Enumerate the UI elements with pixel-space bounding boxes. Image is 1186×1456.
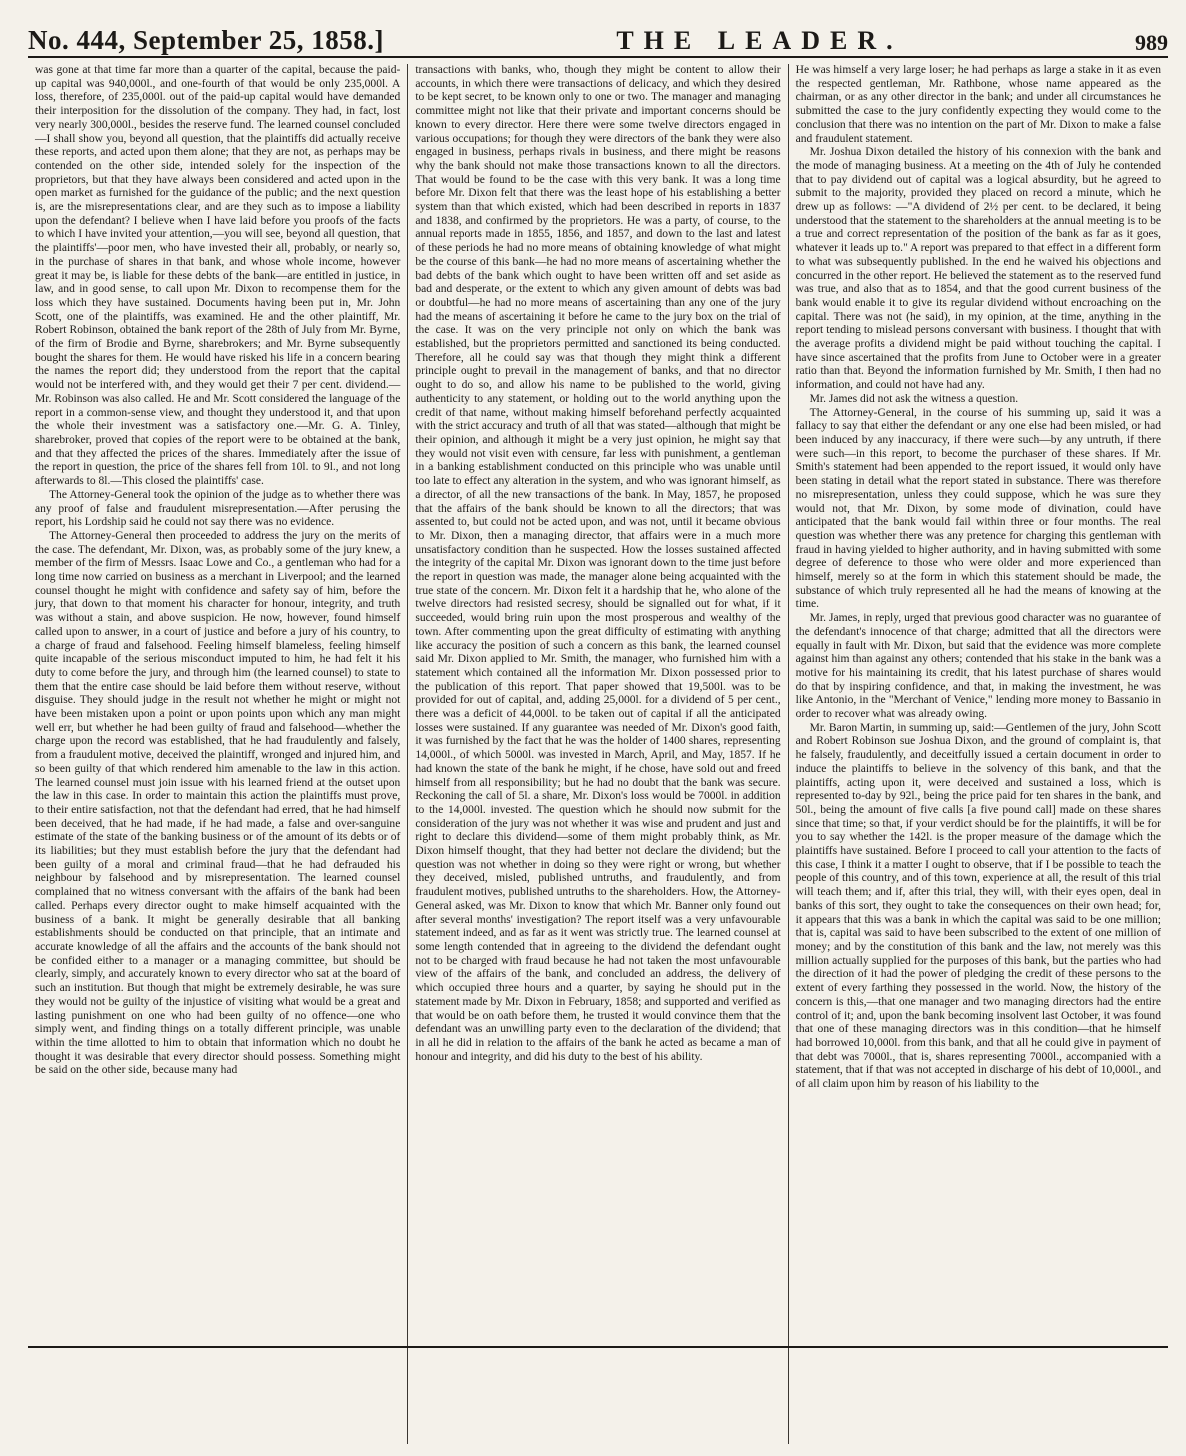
column-2 <box>407 64 787 1444</box>
paragraph: was gone at that time far more than a quarter of the capital, because the paid-up capital was 940,000l., and one-fourth of that would be only 235,000l. A loss, therefore, of 235,000l. out of the paid-up capital would have demanded their interposition for the dissolution of the company. They had, in fact, lost very nearly 300,000l., besides the reserve fund. The learned counsel concluded—I shall show you, beyond all question, that the plaintiffs did actually receive these reports, and acted upon them alone; that they are not, as perhaps may be contended on the other side, intended solely for the inspection of the proprietors, but that they have always been considered and acted upon in the open market as furnished for the guidance of the public; and the next question is, are the misrepresentations clear, and are they such as to impose a liability upon the defendant? I believe when I have laid before you proofs of the facts to which I have invited your attention,—you will see, beyond all question, that the plaintiffs'—poor men, who have invested their all, probably, or nearly so, in the purchase of shares in that bank, and whose whole income, however great it may be, is liable for these debts of the bank—are entitled in justice, in law, and in good sense, to call upon Mr. Dixon to recompense them for the loss which they have sustained. Documents having been put in, Mr. John Scott, one of the plaintiffs, was examined. He and the other plaintiff, Mr. Robert Robinson, obtained the bank report of the 28th of July from Mr. Byrne, of the firm of Brodie and Byrne, sharebrokers; and Mr. Byrne subsequently bought the shares for them. He would have risked his life in a concern bearing the names the report did; they understood from the report that the capital would not be interfered with, and they would get their 7 per cent. dividend.—Mr. Robinson was also called. He and Mr. Scott considered the language of the report in a common-sense view, and thought they understood it, and that upon the whole their investment was a satisfactory one.—Mr. G. A. Tinley, sharebroker, proved that copies of the report were to be obtained at the bank, and that they affected the prices of the shares. Immediately after the issue of the report in question, the price of the shares fell from 10l. to 9l., and not long afterwards to 8l.—This closed the plaintiffs' case. <box>35 64 401 488</box>
paragraph: Mr. James did not ask the witness a question. <box>809 392 1019 405</box>
column-1 <box>28 64 407 1444</box>
text-columns <box>28 64 1168 1444</box>
newspaper-title: THE LEADER. <box>616 26 903 55</box>
paragraph: Mr. Baron Martin, in summing up, said:—Gentlemen of the jury, John Scott and Robert Robinson sue Joshua Dixon, and the ground of complaint is, that he falsely, fraudulently, and deceitfully issued a certain document in order to induce the plaintiffs to believe in the solvency of this bank, and that the plaintiffs, acting upon it, were deceived and sustained a loss, which is represented to-day by 92l., being the price paid for ten shares in the bank, and 50l., being the amount of five calls [a five pound call] made on these shares since that time; so that, if your verdict should be for the plaintiffs, it will be for you to say whether the 142l. is the proper measure of the damage which the plaintiffs have sustained. Before I proceed to call your attention to the facts of this case, I think it a matter I ought to observe, that if I be possible to teach the people of this country, and of this town, experience at all, the result of this trial will teach them; and if, after this trial, they will, with their eyes open, deal in banks of this sort, they ought to take the consequences on their own head; for, it appears that this was a bank in which the capital was said to be one million; that is, capital was said to have been subscribed to the extent of one million of money; and by the constitution of this bank and the law, not merely was this million actually supplied for the purposes of this bank, but the parties who had the direction of it had the power of pledging the credit of these persons to the extent of every farthing they possessed in the world. Now, the history of the concern is this,—that one manager and two managing directors had the entire control of it; and, upon the bank becoming insolvent last October, it was found that one of these managing directors was in this condition—that he himself had borrowed 10,000l. from this bank, and that all he could give in payment of that debt was 7000l., that is, shares representing 7000l., accompanied with a statement, that if that was not accepted in discharge of his debt of 10,000l., and of all claim upon him by reason of his liability to the <box>795 721 1161 1091</box>
paragraph: Mr. Joshua Dixon detailed the history of his connexion with the bank and the mode of managing business. At a meeting on the 4th of July he contended that to pay dividend out of capital was a logical absurdity, but he agreed to submit to the majority, provided they placed on record a minute, which he drew up as follows: —"A dividend of 2½ per cent. to be declared, it being understood that the statement to the shareholders at the annual meeting is to be a true and correct representation of the position of the bank as far as it goes, whatever it leads up to." A report was prepared to that effect in a different form to what was subsequently published. In the end he waived his objections and concurred in the other report. He believed the statement as to the reserved fund was true, and also that as to 1854, and that the good current business of the bank would enable it to give its regular dividend without encroaching on the capital. There was not (he said), in my opinion, at the time, anything in the report tending to mislead persons conversant with business. I thought that with the average profits a dividend might be paid without touching the capital. I have since ascertained that the profits from June to October were in a greater ratio than that. Beyond the information furnished by Mr. Smith, I then had no information, and could not have had any. <box>795 146 1161 392</box>
paragraph: Mr. James, in reply, urged that previous good character was no guarantee of the defendant's innocence of that charge; admitted that all the directors were equally in fault with Mr. Dixon, but said that the evidence was more complete against him than against any others; contended that his stake in the bank was a motive for his maintaining its credit, that his latest purchase of shares would do that by inspiring confidence, and that, in making the investment, he was like Antonio, in the "Merchant of Venice," lending more money to Bassanio in order to recover what was already owing. <box>795 612 1161 721</box>
paragraph: The Attorney-General, in the course of his summing up, said it was a fallacy to say that either the defendant or any one else had been misled, or had been induced by any inaccuracy, if there were such—by any untruth, if there were such—in this report, to become the purchaser of these shares. If Mr. Smith's statement had been appended to the report issued, it would only have been stating in detail what the report stated in substance. There was therefore no misrepresentation, unless they could suppose, which he was sure they would not, that Mr. Dixon, by some mode of divination, could have anticipated that the bank would fail within three or four months. The real question was whether there was any pretence for charging this gentleman with fraud in having yielded to higher authority, and in having submitted with some degree of deference to those who were older and more experienced than himself, merely so at the form in which this statement should be made, the substance of which truly represented all he had the means of knowing at the time. <box>795 406 1161 611</box>
column-3 <box>788 64 1168 1444</box>
masthead <box>28 8 1168 58</box>
paragraph: transactions with banks, who, though they might be content to allow their accounts, in which there were transactions of delicacy, and which they desired to be kept secret, to be known only to one or two. The manager and managing committee might not like that their private and important concerns should be known to every director. Here there were some twelve directors engaged in various occupations; for though they were directors of the bank they were also engaged in business, perhaps rivals in business, and there might be reasons why the bank should not make those transactions known to all the directors. That would be found to be the case with this very bank. It was a long time before Mr. Dixon felt that there was the least hope of his establishing a better system than that which existed, which had been described in reports in 1837 and 1838, and confirmed by the proprietors. He was a party, of course, to the annual reports made in 1855, 1856, and 1857, and down to the last and latest of these periods he had no more means of obtaining knowledge of what might be the course of this bank—he had no more means of ascertaining whether the bad debts of the bank which ought to have been written off and set aside as bad and desperate, or the extent to which any given amount of debts was bad or doubtful—he had no more means of ascertaining than any one of the jury had the means of ascertaining it before he came to the jury box on the trial of the case. It was on the very principle not only on which the bank was established, but the proprietors permitted and sanctioned its being conducted. Therefore, all he could say was that though they might think a different principle ought to prevail in the management of banks, and that no director ought to do so, and allow his name to be published to the world, giving authenticity to any statement, or holding out to the world anything upon the credit of that name, without making himself beforehand perfectly acquainted with the strict accuracy and truth of all that was stated—although that might be their opinion, and although it might be a very just opinion, he might say that they would not visit even with censure, far less with punishment, a gentleman in a banking establishment conducted on this principle who was unable until too late to effect any alteration in the system, and who was ignorant himself, as a director, of all the new transactions of the bank. In May, 1857, he proposed that the affairs of the bank should be known to all the directors; that was assented to, but could not be acted upon, and was not, until it became obvious to Mr. Dixon, then a managing director, that affairs were in a much more unsatisfactory condition than he suspected. How the losses sustained affected the integrity of the capital Mr. Dixon was ignorant down to the time just before the report in question was made, the manager alone being acquainted with the true state of the concern. Mr. Dixon felt it a hardship that he, who alone of the twelve directors had resisted secresy, should be signalled out for what, if it succeeded, would bring ruin upon the most prosperous and wealthy of the town. After commenting upon the great difficulty of estimating with anything like accuracy the position of such a concern as this bank, the learned counsel said Mr. Dixon applied to Mr. Smith, the manager, who furnished him with a statement which contained all the information Mr. Dixon possessed prior to the publication of this report. That paper showed that 19,500l. was to be provided for out of capital, and, adding 25,000l. for a dividend of 5 per cent., there was a deficit of 44,000l. to be taken out of capital if all the anticipated losses were sustained. If any guarantee was needed of Mr. Dixon's good faith, it was furnished by the fact that he was the holder of 1400 shares, representing 14,000l., of which 5000l. was invested in March, April, and May, 1857. If he had known the state of the bank he might, if he chose, have sold out and freed himself from all responsibility; but he had no doubt that the bank was secure. Reckoning the call of 5l. a share, Mr. Dixon's loss would be 7000l. in addition to the 14,000l. invested. The question which he should now submit for the consideration of the jury was not whether it was wise and prudent and just and right to declare this dividend—some of them might probably think, as Mr. Dixon himself thought, that they had better not declare the dividend; but the question was not whether in doing so they were right or wrong, but whether they deceived, misled, published untruths, and fraudulently, and from fraudulent motives, published untruths to the shareholders. How, the Attorney-General asked, was Mr. Dixon to know that which Mr. Banner only found out after several months' investigation? The report itself was a very unfavourable statement indeed, and as far as it went was strictly true. The learned counsel at some length contended that in agreeing to the dividend the defendant ought not to be charged with fraud because he had not taken the most unfavourable view of the affairs of the bank, and concluded an address, the delivery of which occupied three hours and a quarter, by saying he should put in the statement made by Mr. Dixon in February, 1858; and supported and verified as that would be on oath before them, he trusted it would convince them that the defendant was an unwilling party even to the declaration of the dividend; that in all he did in relation to the affairs of the bank he acted as became a man of honour and integrity, and did his duty to the best of his ability. <box>415 64 781 1063</box>
issue-date: No. 444, September 25, 1858.] <box>28 25 384 55</box>
paragraph: The Attorney-General took the opinion of the judge as to whether there was any proof of false and fraudulent misrepresentation.—After perusing the report, his Lordship said he could not say there was no evidence. <box>35 488 401 529</box>
bottom-rule <box>28 1346 1168 1348</box>
paragraph: He was himself a very large loser; he had perhaps as large a stake in it as even the respected gentleman, Mr. Rathbone, whose name appeared as the chairman, or as any other director in the bank; and under all circumstances he submitted the case to the jury confidently expecting they would come to the conclusion that there was no intention on the part of Mr. Dixon to make a false and fraudulent statement. <box>795 64 1161 145</box>
paragraph: The Attorney-General then proceeded to address the jury on the merits of the case. The defendant, Mr. Dixon, was, as probably some of the jury knew, a member of the firm of Messrs. Isaac Lowe and Co., a gentleman who had for a long time now carried on business as a merchant in Liverpool; and the learned counsel thought he might with confidence and safety say of him, before the jury, that down to that moment his character for honour, integrity, and truth was without a stain, and above suspicion. He now, however, found himself called upon to answer, in a court of justice and before a jury of his country, to a charge of fraud and falsehood. Feeling himself blameless, feeling himself quite incapable of the serious misconduct imputed to him, he had felt it his duty to come before the jury, and through him (the learned counsel) to state to them that the entire case should be laid before them without reserve, without disguise. They should judge in the result not whether he might or might not have been mistaken upon a point or upon points upon which any man might well err, but whether he had been guilty of fraud and falsehood—whether the charge upon the record was established, that he had fraudulently and falsely, from a fraudulent motive, deceived the plaintiff, wronged and injured him, and so been guilty of that which rendered him amenable to the law in this action. The learned counsel must join issue with his learned friend at the outset upon the law in this case. In order to maintain this action the plaintiffs must prove, to their entire satisfaction, not that the defendant had erred, that he had himself been deceived, that he had made, if he had made, a false and over-sanguine estimate of the state of the banking business or of the amount of its debts or of its liabilities; but they must establish before the jury that the defendant had been guilty of a moral and criminal fraud—that he had defrauded his neighbour by falsehood and by misrepresentation. The learned counsel complained that no witness conversant with the affairs of the bank had been called. Perhaps every director ought to make himself acquainted with the business of a bank. It might be generally desirable that all banking establishments should be conducted on that principle, that an intimate and accurate knowledge of all the affairs and the accounts of the bank should not be confided either to a manager or a managing committee, but should be clearly, simply, and accurately known to every director who sat at the board of such an institution. But though that might be extremely desirable, he was sure they would not be guilty of the injustice of visiting what would be a great and lasting punishment on one who had been guilty of no offence—one who simply went, and finding things on a totally different principle, was unable within the time allotted to him to obtain that information which no doubt he thought it was desirable that every director should possess. Something might be said on the other side, because many had <box>35 529 401 1077</box>
page-number: 989 <box>1134 30 1168 55</box>
